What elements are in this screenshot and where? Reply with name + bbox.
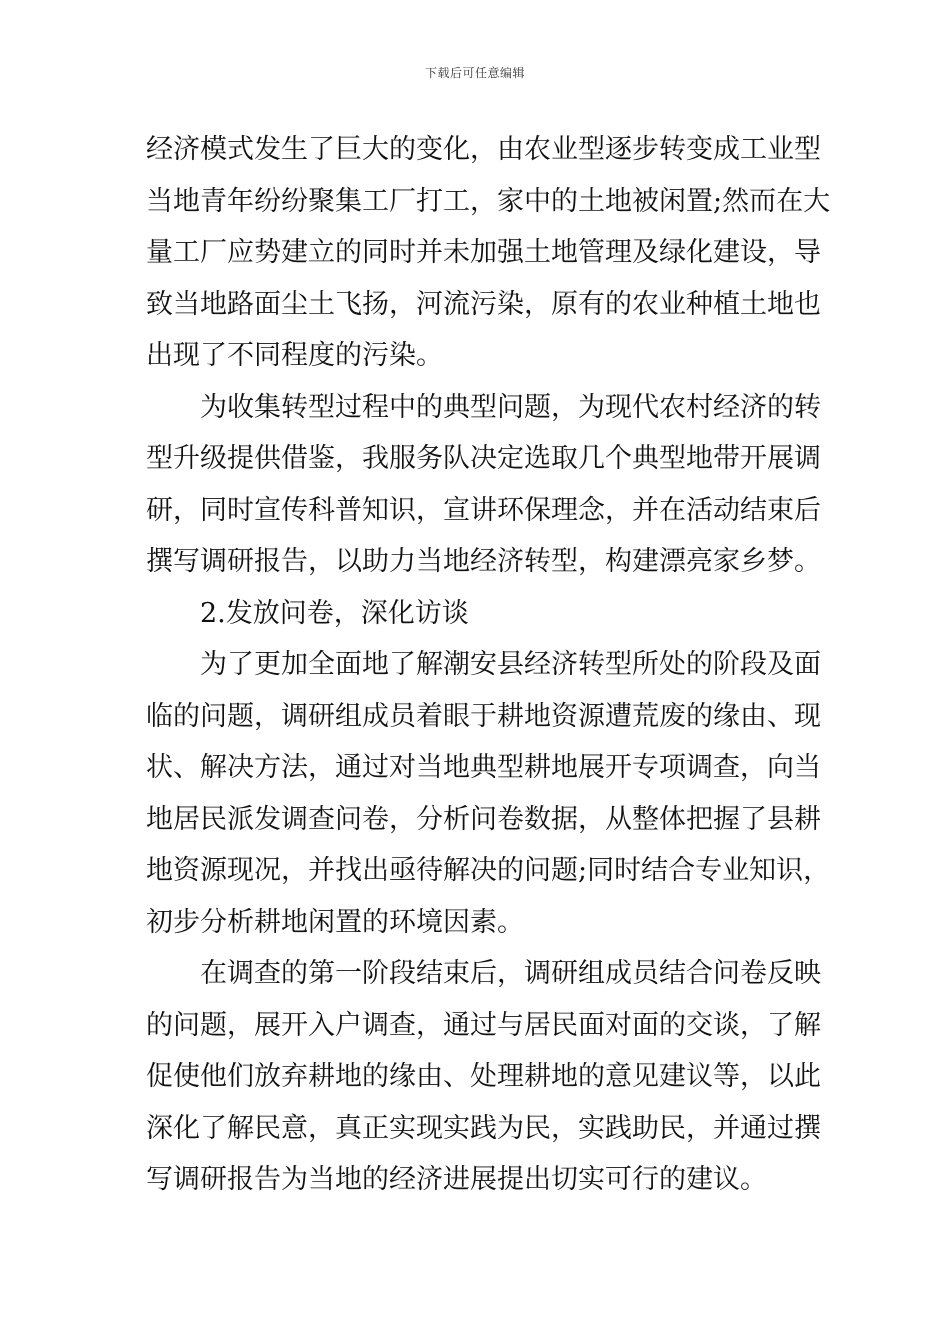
- text-line: 致当地路面尘土飞扬，河流污染，原有的农业种植土地也: [146, 288, 821, 320]
- text-line: 当地青年纷纷聚集工厂打工，家中的土地被闲置;然而在大: [146, 185, 831, 217]
- text-line: 量工厂应势建立的同时并未加强土地管理及绿化建设，导: [146, 237, 821, 268]
- text-line: 型升级提供借鉴，我服务队决定选取几个典型地带开展调: [146, 443, 821, 474]
- text-line: 撰写调研报告，以助力当地经济转型，构建漂亮家乡梦。: [146, 546, 821, 577]
- text-line: 状、解决方法，通过对当地典型耕地展开专项调查，向当: [146, 752, 821, 783]
- text-line: 临的问题，调研组成员着眼于耕地资源遭荒废的缘由、现: [146, 700, 821, 732]
- text-line: 经济模式发生了巨大的变化，由农业型逐步转变成工业型: [146, 134, 821, 165]
- text-line: 出现了不同程度的污染。: [146, 340, 443, 371]
- text-line: 初步分析耕地闲置的环境因素。: [146, 906, 524, 938]
- text-line: 在调查的第一阶段结束后，调研组成员结合问卷反映: [200, 958, 821, 989]
- text-line: 写调研报告为当地的经济进展提出切实可行的建议。: [146, 1164, 767, 1195]
- text-line: 研，同时宣传科普知识，宣讲环保理念，并在活动结束后: [146, 494, 821, 526]
- text-line: 深化了解民意，真正实现实践为民，实践助民，并通过撰: [146, 1112, 821, 1144]
- text-line: 地资源现况，并找出亟待解决的问题;同时结合专业知识，: [146, 855, 831, 886]
- text-line: 2.发放问卷，深化访谈: [200, 597, 469, 629]
- text-line: 为了更加全面地了解潮安县经济转型所处的阶段及面: [200, 649, 821, 680]
- text-line: 促使他们放弃耕地的缘由、处理耕地的意见建议等，以此: [146, 1061, 821, 1092]
- text-line: 为收集转型过程中的典型问题，为现代农村经济的转: [200, 391, 821, 423]
- text-line: 地居民派发调查问卷，分析问卷数据，从整体把握了县耕: [146, 803, 821, 835]
- page-header: 下载后可任意编辑: [424, 66, 525, 80]
- text-line: 的问题，展开入户调查，通过与居民面对面的交谈，了解: [146, 1009, 821, 1041]
- document-body: [146, 124, 831, 1206]
